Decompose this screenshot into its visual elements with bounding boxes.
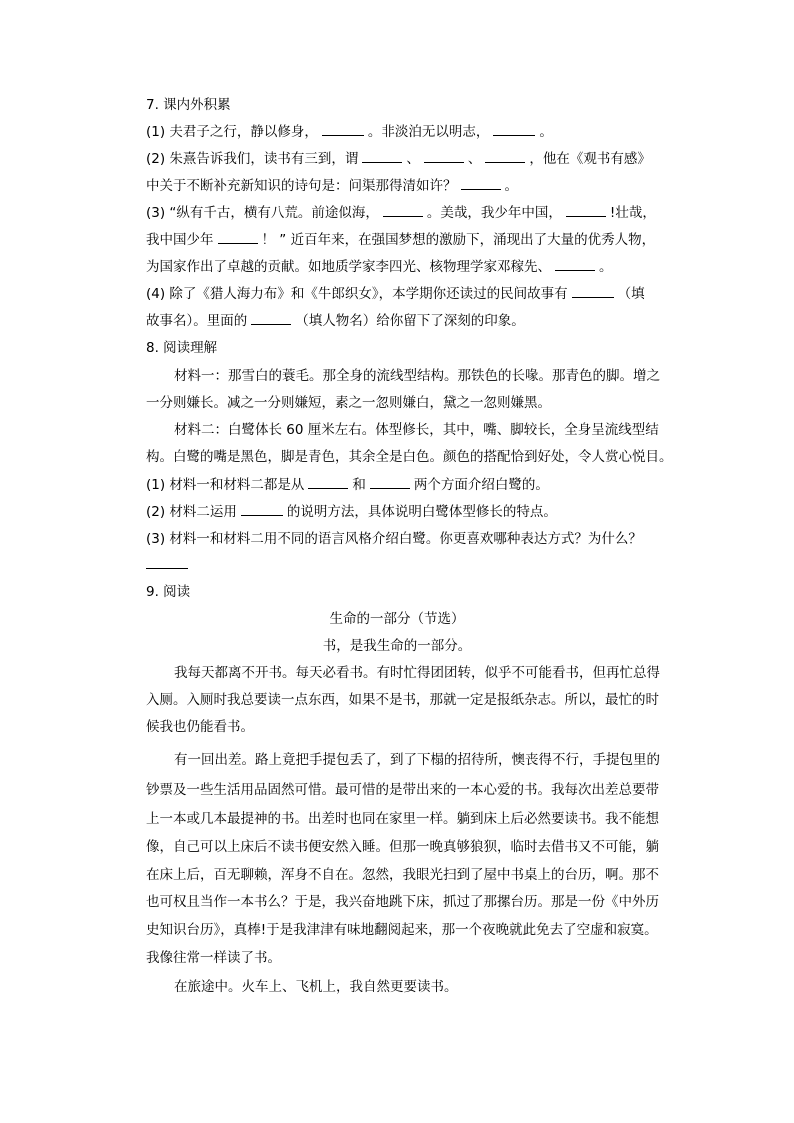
paragraph-2-line-6: 也可权且当作一本书么？于是，我兴奋地跳下床，抓过了那摞台历。那是一份《中外历	[146, 894, 659, 910]
paragraph-1-line-2: 入厕。入厕时我总要读一点东西，如果不是书，那就一定是报纸杂志。所以，最忙的时	[146, 692, 659, 708]
answer-blank[interactable]	[555, 258, 595, 271]
q7-line-3	[146, 177, 666, 195]
paragraph-2-line-4: 像，自己可以上床后不读书便安然入睡。但那一晚真够狼狈，临时去借书又不可能，躺	[146, 839, 659, 855]
paragraph-2-line-5: 在床上后，百无聊赖，浑身不自在。忽然，我眼光扫到了屋中书桌上的台历，啊。那不	[146, 867, 659, 883]
answer-blank[interactable]	[493, 123, 535, 136]
q7-line-8	[146, 312, 666, 330]
paragraph-1-line-3: 候我也仍能看书。	[146, 719, 254, 735]
q7-l2-text-a: (2) 朱熹告诉我们，读书有三到，谓	[146, 151, 359, 167]
paragraph-2-line-8: 我像往常一样读了书。	[146, 950, 281, 966]
q8-s2-text-b: 的说明方法，具体说明白鹭体型修长的特点。	[286, 504, 557, 520]
q7-l1-text-c: 。	[539, 124, 553, 140]
q9-title: 9. 阅读	[146, 584, 191, 600]
q8-sub-2	[146, 503, 666, 521]
q7-l6-text-a: 为国家作出了卓越的贡献。如地质学家李四光、核物理学家邓稼先、	[146, 259, 551, 275]
answer-blank[interactable]	[572, 285, 614, 298]
answer-blank[interactable]	[461, 177, 501, 190]
q7-l2-text-c: 、	[467, 151, 482, 167]
paragraph-2-line-3: 上一本或几本最提神的书。出差时也同在家里一样。躺到床上后必然要读书。我不能想	[146, 811, 659, 827]
q8-material-1-line-2: 一分则嫌长。减之一分则嫌短，素之一忽则嫌白，黛之一忽则嫌黑。	[146, 395, 551, 411]
q7-l1-text-b: 。非淡泊无以明志，	[367, 124, 490, 140]
answer-blank[interactable]	[251, 312, 291, 325]
answer-blank[interactable]	[241, 503, 283, 516]
answer-blank[interactable]	[424, 150, 464, 163]
paragraph-3-line-1: 在旅途中。火车上、飞机上，我自然更要读书。	[174, 979, 458, 995]
answer-blank[interactable]	[362, 150, 402, 163]
q7-l4-text-b: 。美哉，我少年中国，	[426, 205, 562, 221]
q7-line-7	[146, 285, 666, 303]
answer-blank[interactable]	[146, 556, 188, 569]
q7-title: 7. 课内外积累	[146, 97, 231, 113]
q7-l5-text-b: ！ ” 近百年来，在强国梦想的激励下，涌现出了大量的优秀人物，	[261, 232, 656, 248]
answer-blank[interactable]	[308, 476, 348, 489]
q7-l4-text-c: !壮哉，	[609, 205, 656, 221]
q8-material-2-line-2: 构。白鹭的嘴是黑色，脚是青色，其余全是白色。颜色的搭配恰到好处，令人赏心悦目。	[146, 449, 673, 465]
answer-blank[interactable]	[485, 150, 525, 163]
q7-line-5	[146, 231, 666, 249]
q7-l6-text-b: 。	[599, 259, 613, 275]
q8-s1-text-b: 和	[352, 477, 366, 493]
q7-line-6	[146, 258, 666, 276]
essay-subtitle: 书，是我生命的一部分。	[322, 638, 472, 654]
answer-blank[interactable]	[322, 123, 364, 136]
answer-blank[interactable]	[218, 231, 258, 244]
answer-blank[interactable]	[383, 204, 423, 217]
q8-sub-1	[146, 476, 666, 494]
q7-l2-text-b: 、	[406, 151, 420, 167]
paragraph-2-line-7: 史知识台历》，真棒!于是我津津有味地翻阅起来，那一个夜晚就此免去了空虚和寂寞。	[146, 922, 658, 938]
q7-l3-text-b: 。	[504, 178, 518, 194]
paragraph-2-line-2: 钞票及一些生活用品固然可惜。最可惜的是带出来的一本心爱的书。我每次出差总要带	[146, 782, 659, 798]
q7-l2-text-d: ，他在《观书有感》	[529, 151, 651, 167]
essay-title: 生命的一部分（节选）	[329, 611, 465, 627]
q7-l8-text-b: （填人物名）给你留下了深刻的印象。	[295, 313, 525, 329]
q8-sub-3-answer-line	[146, 556, 666, 574]
q7-l8-text-a: 故事名）。里面的	[146, 313, 248, 329]
answer-blank[interactable]	[566, 204, 606, 217]
q7-line-1	[146, 123, 666, 141]
answer-blank[interactable]	[370, 476, 410, 489]
q7-line-2	[146, 150, 666, 168]
q7-l1-text-a: (1) 夫君子之行，静以修身，	[146, 124, 318, 140]
paragraph-1-line-1: 我每天都离不开书。每天必看书。有时忙得团团转，似乎不可能看书，但再忙总得	[174, 665, 660, 681]
q8-material-1-line-1: 材料一：那雪白的蓑毛。那全身的流线型结构。那铁色的长喙。那青色的脚。增之	[174, 368, 660, 384]
q8-s2-text-a: (2) 材料二运用	[146, 504, 237, 520]
q8-s1-text-c: 两个方面介绍白鹭的。	[413, 477, 549, 493]
paragraph-2-line-1: 有一回出差。路上竟把手提包丢了，到了下榻的招待所，懊丧得不行，手提包里的	[174, 752, 660, 768]
q8-material-2-line-1: 材料二：白鹭体长 60 厘米左右。体型修长，其中，嘴、脚较长，全身呈流线型结	[174, 422, 659, 438]
q8-sub-3: (3) 材料一和材料二用不同的语言风格介绍白鹭。你更喜欢哪种表达方式？为什么？	[146, 531, 642, 547]
q7-l4-text-a: (3) “纵有千古，横有八荒。前途似海，	[146, 205, 379, 221]
q8-title: 8. 阅读理解	[146, 340, 218, 356]
q8-s1-text-a: (1) 材料一和材料二都是从	[146, 477, 305, 493]
q7-l5-text-a: 我中国少年	[146, 232, 214, 248]
q7-l7-text-b: （填	[617, 286, 645, 302]
q7-l3-text-a: 中关于不断补充新知识的诗句是：问渠那得清如许？	[146, 178, 457, 194]
q7-line-4	[146, 204, 666, 222]
q7-l7-text-a: (4) 除了《猎人海力布》和《牛郎织女》，本学期你还读过的民间故事有	[146, 286, 568, 302]
